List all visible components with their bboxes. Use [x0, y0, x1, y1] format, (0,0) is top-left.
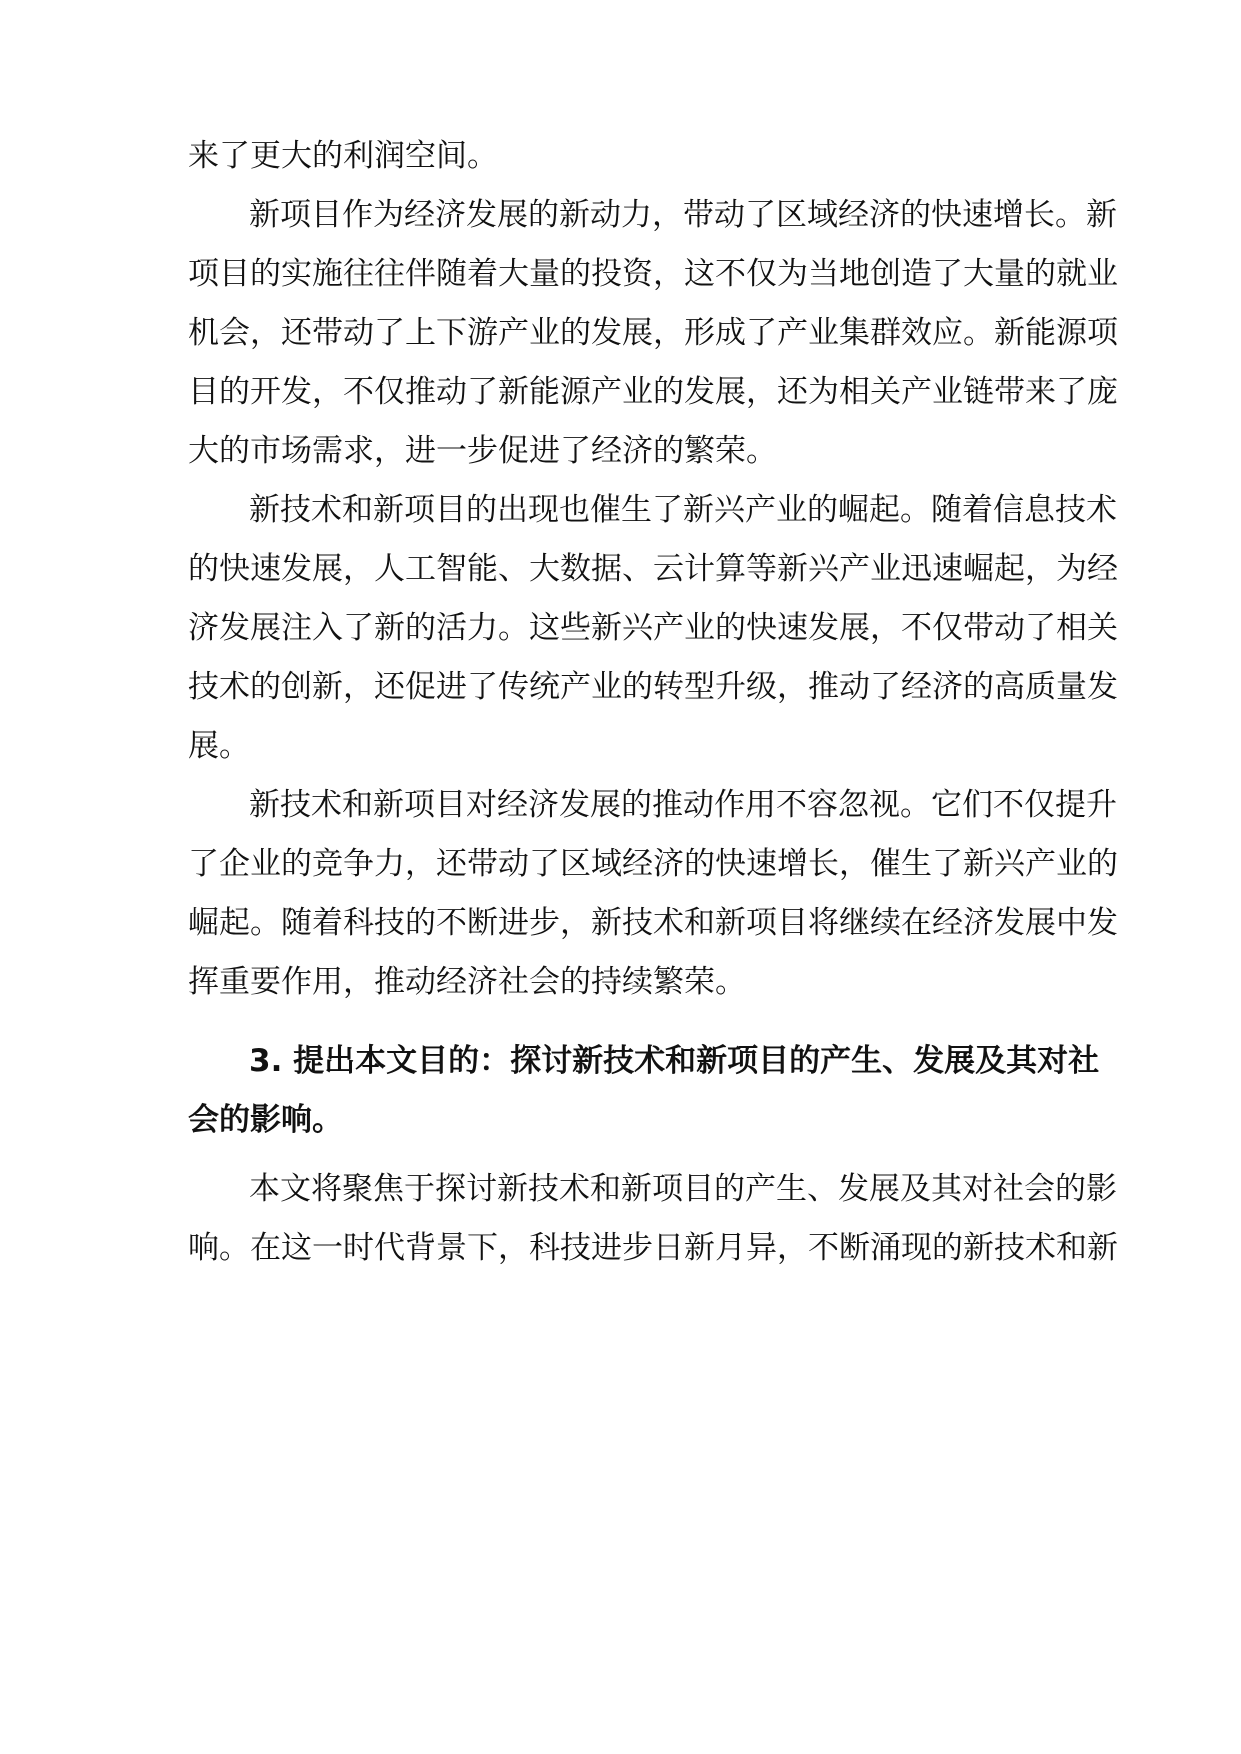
paragraph-line: 崛起。随着科技的不断进步，新技术和新项目将继续在经济发展中发: [188, 905, 1118, 941]
paragraph-line: 新技术和新项目的出现也催生了新兴产业的崛起。随着信息技术: [249, 492, 1117, 528]
section-heading: 会的影响。: [188, 1102, 343, 1138]
paragraph-line: 机会，还带动了上下游产业的发展，形成了产业集群效应。新能源项: [188, 315, 1118, 351]
section-heading: 3. 提出本文目的：探讨新技术和新项目的产生、发展及其对社: [249, 1043, 1100, 1079]
paragraph-line: 挥重要作用，推动经济社会的持续繁荣。: [188, 964, 746, 1000]
paragraph-line: 新技术和新项目对经济发展的推动作用不容忽视。它们不仅提升: [249, 787, 1117, 823]
paragraph-line: 响。在这一时代背景下，科技进步日新月异，不断涌现的新技术和新: [188, 1230, 1118, 1266]
paragraph-line: 济发展注入了新的活力。这些新兴产业的快速发展，不仅带动了相关: [188, 610, 1118, 646]
paragraph-line: 目的开发，不仅推动了新能源产业的发展，还为相关产业链带来了庞: [188, 374, 1118, 410]
paragraph-line: 技术的创新，还促进了传统产业的转型升级，推动了经济的高质量发: [188, 669, 1118, 705]
paragraph-line: 本文将聚焦于探讨新技术和新项目的产生、发展及其对社会的影: [249, 1171, 1117, 1207]
paragraph-line: 的快速发展，人工智能、大数据、云计算等新兴产业迅速崛起，为经: [188, 551, 1118, 587]
paragraph-line: 来了更大的利润空间。: [188, 138, 498, 174]
paragraph-line: 项目的实施往往伴随着大量的投资，这不仅为当地创造了大量的就业: [188, 256, 1118, 292]
paragraph-line: 了企业的竞争力，还带动了区域经济的快速增长，催生了新兴产业的: [188, 846, 1118, 882]
paragraph-line: 大的市场需求，进一步促进了经济的繁荣。: [188, 433, 777, 469]
paragraph-line: 新项目作为经济发展的新动力，带动了区域经济的快速增长。新: [249, 197, 1117, 233]
paragraph-line: 展。: [188, 728, 250, 764]
